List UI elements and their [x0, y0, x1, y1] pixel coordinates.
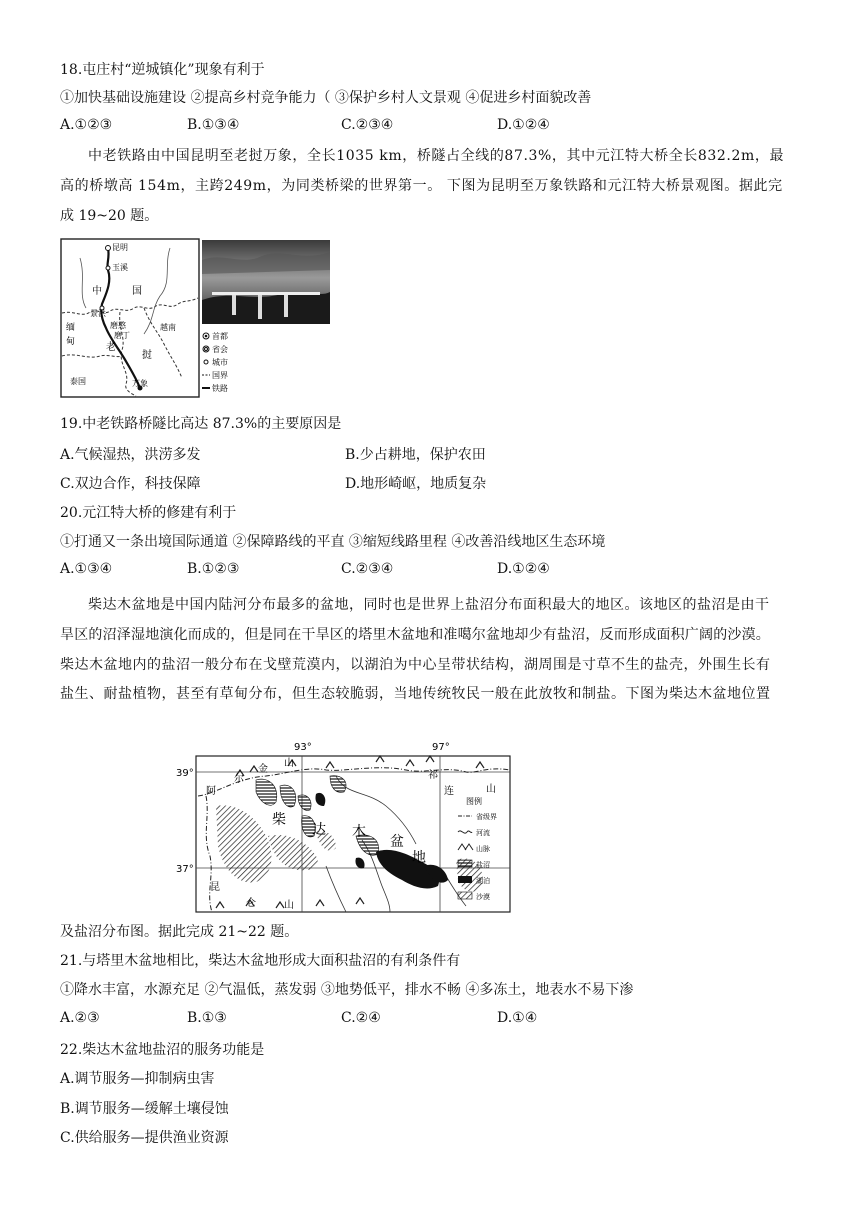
passage2-line-3: 柴达木盆地内的盐沼一般分布在戈壁荒漠内，以湖泊为中心呈带状结构，湖周围是寸草不生的盐壳，外围生长有	[60, 657, 771, 673]
lon-97: 97°	[432, 742, 450, 753]
place-lao: 老	[106, 342, 116, 353]
label-mu: 木	[352, 824, 366, 840]
legend-provincial-capital: 省会	[212, 345, 228, 354]
bridge-photo	[202, 240, 330, 324]
q20-stem: 20.元江特大桥的修建有利于	[60, 505, 237, 521]
q20-option-d: D.①②④	[497, 561, 550, 577]
legend-border: 国界	[212, 371, 228, 380]
legend-city: 城市	[212, 358, 228, 367]
passage2-tail: 及盐沼分布图。据此完成 21~22 题。	[60, 924, 299, 940]
place-jinghong: 景洪	[90, 309, 106, 318]
q18-option-c: C.②③④	[341, 117, 394, 133]
q19-option-d: D.地形崎岖，地质复杂	[345, 476, 487, 492]
q18-option-a: A.①②③	[60, 117, 113, 133]
q19-option-c: C.双边合作，科技保障	[60, 476, 201, 492]
label-shan-2: 山	[486, 784, 496, 795]
place-moding: 磨丁	[114, 331, 130, 340]
q18-stem: 18.屯庄村“逆城镇化”现象有利于	[60, 62, 265, 78]
label-chai: 柴	[272, 812, 286, 828]
lon-93: 93°	[294, 742, 312, 753]
passage2-line-2: 旱区的沼泽湿地演化而成的，但是同在干旱区的塔里木盆地和准噶尔盆地却少有盐沼，反而形成面积广阔的沙漠。	[60, 627, 770, 643]
label-kun: 昆	[210, 882, 220, 893]
label-lian: 连	[444, 786, 454, 797]
q21-option-b: B.①③	[187, 1010, 227, 1026]
place-mohan: 磨憨	[110, 321, 126, 330]
place-wo: 挝	[142, 350, 152, 361]
place-yuxi: 玉溪	[112, 263, 128, 272]
passage1-line-3: 成 19~20 题。	[60, 208, 159, 224]
q21-option-c: C.②④	[341, 1010, 381, 1026]
label-a: 阿	[206, 786, 216, 797]
label-qi: 祁	[428, 770, 438, 781]
q20-option-b: B.①②③	[187, 561, 240, 577]
qaidam-basin-map	[176, 736, 516, 922]
lat-39: 39°	[176, 768, 194, 779]
q19-option-a: A.气候湿热，洪涝多发	[60, 447, 201, 463]
legend-lake: 湖泊	[476, 877, 490, 885]
place-kunming: 昆明	[112, 243, 128, 252]
legend-salt-marsh: 盐沼	[476, 861, 490, 869]
label-jin: 金	[258, 764, 268, 775]
lat-37: 37°	[176, 864, 194, 875]
legend-river: 河流	[476, 829, 490, 837]
legend-provincial-border: 省级界	[476, 813, 497, 821]
q20-option-a: A.①③④	[60, 561, 113, 577]
q19-stem: 19.中老铁路桥隧比高达 87.3%的主要原因是	[60, 416, 342, 432]
q22-option-a: A.调节服务—抑制病虫害	[60, 1071, 215, 1087]
legend-capital: 首都	[212, 332, 228, 341]
q20-choices: ①打通又一条出境国际通道 ②保障路线的平直 ③缩短线路里程 ④改善沿线地区生态环境	[60, 534, 606, 550]
label-shan-1: 山	[284, 758, 294, 769]
place-guo: 国	[132, 286, 142, 297]
place-dian: 甸	[66, 337, 76, 347]
label-er: 尔	[234, 774, 244, 785]
place-mian: 缅	[66, 323, 76, 333]
place-vientiane: 万象	[132, 379, 148, 388]
passage1-line-2: 高的桥墩高 154m，主跨249m，为同类桥梁的世界第一。 下图为昆明至万象铁路和元江特大桥景观图。据此完	[60, 178, 783, 194]
legend-title: 图例	[466, 797, 482, 806]
label-lun: 仑	[246, 898, 256, 909]
place-vietnam: 越南	[160, 323, 176, 332]
q22-stem: 22.柴达木盆地盐沼的服务功能是	[60, 1042, 265, 1058]
railway-map	[60, 238, 200, 398]
q21-option-d: D.①④	[497, 1010, 538, 1026]
q22-option-c: C.供给服务—提供渔业资源	[60, 1130, 229, 1146]
place-thailand: 泰国	[70, 377, 86, 386]
label-da: 达	[312, 822, 326, 838]
place-zhong: 中	[92, 286, 102, 297]
legend-railway: 铁路	[212, 384, 228, 393]
label-shan-3: 山	[284, 900, 294, 911]
q21-stem: 21.与塔里木盆地相比，柴达木盆地形成大面积盐沼的有利条件有	[60, 953, 461, 969]
label-pen: 盆	[390, 834, 404, 850]
label-di: 地	[412, 850, 426, 866]
passage2-line-4: 盐生、耐盐植物，甚至有草甸分布，但生态较脆弱，当地传统牧民一般在此放牧和制盐。下图为柴达木盆地位置	[60, 686, 771, 702]
legend-mountain: 山脉	[476, 845, 490, 853]
q21-choices: ①降水丰富，水源充足 ②气温低，蒸发弱 ③地势低平，排水不畅 ④多冻土，地表水不易下渗	[60, 982, 634, 998]
q22-option-b: B.调节服务—缓解土壤侵蚀	[60, 1101, 229, 1117]
q18-option-d: D.①②④	[497, 117, 550, 133]
q18-choices: ①加快基础设施建设 ②提高乡村竞争能力（ ③保护乡村人文景观 ④促进乡村面貌改善	[60, 90, 592, 106]
railway-map-legend	[202, 330, 262, 400]
passage2-line-1: 柴达木盆地是中国内陆河分布最多的盆地，同时也是世界上盐沼分布面积最大的地区。该地区的盐沼是由干	[88, 597, 770, 613]
q18-option-b: B.①③④	[187, 117, 240, 133]
q20-option-c: C.②③④	[341, 561, 394, 577]
passage1-line-1: 中老铁路由中国昆明至老挝万象，全长1035 km，桥隧占全线的87.3%，其中元江特大桥全长832.2m，最	[88, 148, 785, 164]
q21-option-a: A.②③	[60, 1010, 100, 1026]
q19-option-b: B.少占耕地，保护农田	[345, 447, 486, 463]
legend-desert: 沙漠	[476, 893, 490, 901]
